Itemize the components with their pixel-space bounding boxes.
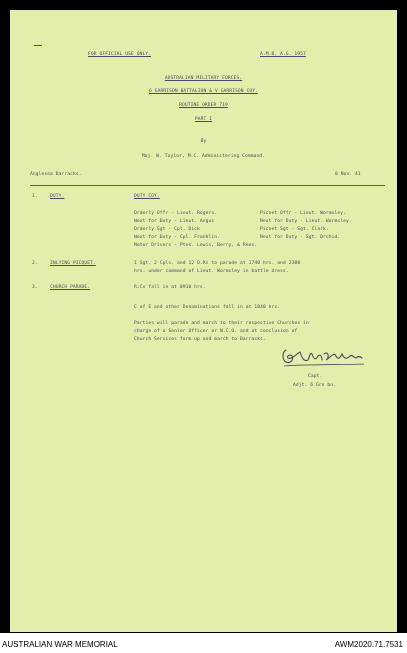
unit-heading: 6 GARRISON BATTALION & V GARRISON COY. (149, 89, 258, 94)
header-rule (30, 185, 385, 186)
duty-row-left: Motor Drivers - Ptes. Lewis, Berry, & Rees. (134, 243, 258, 248)
duty-row-right: Picnet Offr - Lieut. Wormsley. (260, 211, 346, 216)
commander: Maj. W. Taylor, M.C. Administering Command. (141, 154, 266, 159)
duty-row-left: Next for Duty - Lieut. Angus (134, 219, 215, 224)
by-label: By (200, 139, 207, 144)
church-line: C of E and other Denominations fall in at 1040 hrs. (134, 305, 281, 310)
signatory-rank: Capt. (308, 374, 323, 379)
picquet-line: 1 Sgt. 2 Cpls. and 12 O.Rs to parade at 1740 hrs. and 2300 (134, 261, 301, 266)
duty-row-right: Picnet Sgt - Sgt. Clark. (260, 227, 329, 232)
church-title: CHURCH PARADE. (50, 285, 91, 290)
reference-number: A.M.B. A.G. 1957 (260, 52, 306, 57)
duty-row-left: Orderly Sgt - Cpl. Dick (134, 227, 200, 232)
forces-heading: AUSTRALIAN MILITARY FORCES. (164, 76, 243, 81)
church-line: Church Services form up and march to Barracks. (134, 337, 266, 342)
duty-number: 1. (32, 194, 38, 199)
duty-title: DUTY. (50, 194, 65, 199)
part-heading: PART I (194, 117, 213, 122)
church-line: charge of a Senior Officer or N.C.O. and at conclusion of (134, 329, 298, 334)
location: Anglesea Barracks. (30, 172, 82, 177)
document-page (10, 10, 397, 632)
church-number: 3. (32, 285, 38, 290)
picquet-line: hrs. under command of Lieut. Wormsley in battle dress. (134, 269, 289, 274)
duty-row-left: Next for Duty - Cpl. Franklin. (134, 235, 220, 240)
punch-mark (34, 45, 42, 46)
duty-subtitle: DUTY COY. (134, 194, 160, 199)
classification: FOR OFFICIAL USE ONLY. (88, 52, 152, 57)
footer-right: AWM2020.71.7531 (334, 640, 403, 649)
duty-row-left: Orderly Offr - Lieut. Rogers. (134, 211, 218, 216)
church-line: R.Cs fall in at 0910 hrs. (134, 285, 206, 290)
duty-row-right: Next for Duty - Lieut. Wormsley. (260, 219, 352, 224)
orders-heading: ROUTINE ORDER 719 (179, 103, 228, 108)
footer-left: AUSTRALIAN WAR MEMORIAL (2, 640, 118, 649)
signatory-role: Adjt. 6 Grn bn. (293, 383, 336, 388)
order-date: 8 Nov. 41 (335, 172, 361, 177)
picquet-number: 2. (32, 261, 38, 266)
picquet-title: INLYING PICQUET. (50, 261, 96, 266)
church-line: Parties will parade and march to their respective Churches in (134, 321, 309, 326)
duty-row-right: Next for Duty - Sgt. Orchid. (260, 235, 341, 240)
handwritten-signature (280, 342, 370, 372)
